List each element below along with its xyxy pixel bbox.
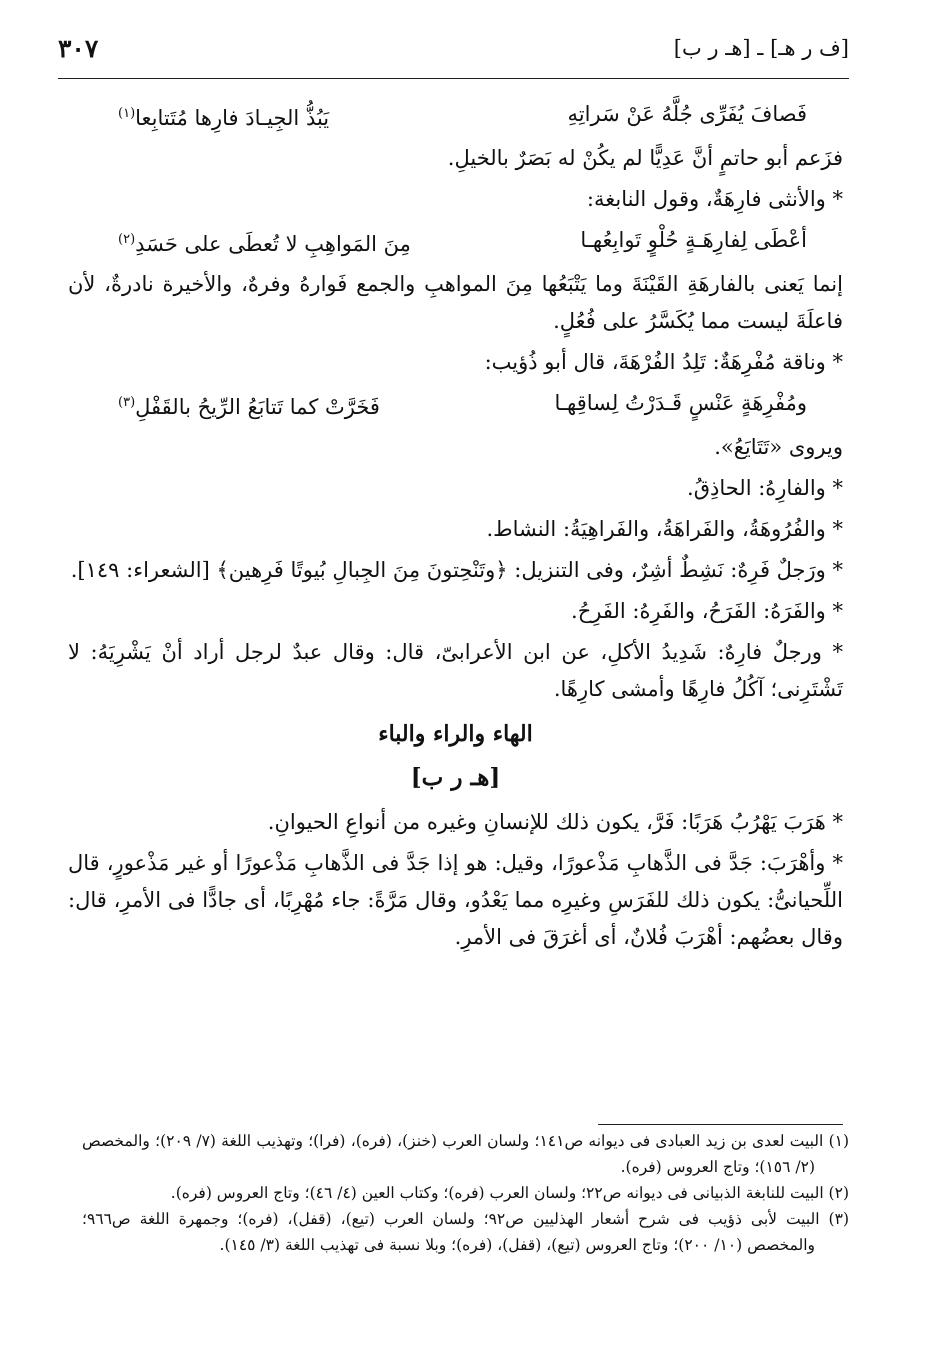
entry-rajul-farih-akl: * ورجلٌ فارِهٌ: شَدِيدُ الأكلِ، عن ابن الأعرابىّ، قال: وقال عبدٌ لرجل أراد أنْ يَشْرِيَهُ: لا تَشْتَرِنى؛ آكُلُ فارِهًا وأمشى كارِهًا.: [68, 640, 843, 701]
verse-1-second-text: يَبُذُّ الجِيـادَ فارِها مُتَتابِعا: [135, 106, 330, 130]
running-title: [ف ر هـ] ـ [هـ ر ب]: [673, 36, 849, 60]
paragraph-abu-hatim: فزَعم أبو حاتمٍ أنَّ عَدِيًّا لم يكُنْ له بَصَرٌ بالخيلِ.: [447, 146, 843, 170]
paragraph-qayna: إنما يَعنى بالفارهَةِ القَيْنَةَ وما يَتْبَعُها مِنَ المواهبِ والجمع فَوارهُ وفرهٌ، والأخيرة نادرةٌ، لأن فاعلَةَ ليست مما يُكَسَّرُ على فُعُلٍ.: [68, 272, 843, 333]
entry-farih: * والفارِهُ: الحاذِقُ.: [687, 476, 843, 500]
footnote-rule: [598, 1124, 843, 1125]
footnote-ref-1: (١): [118, 106, 136, 121]
verse-3-second-hemistich: [118, 383, 380, 427]
entry-fariha: * والأنثى فارِهَةٌ، وقول النابغة:: [586, 187, 843, 211]
footnote-2: (٢) البيت للنابغة الذبيانى فى ديوانه ص٢٢؛ ولسان العرب (فره)؛ وكتاب العين (٤/ ٤٦)؛ وتاج العروس (فره).: [170, 1184, 849, 1202]
verse-2-second-hemistich: [118, 220, 411, 264]
entry-furuha: * والفُرُوهَةُ، والفَراهَةُ، والفَراهِيَةُ: النشاط.: [486, 517, 843, 541]
verse-2: [68, 220, 843, 264]
main-text: [68, 92, 843, 958]
footnote-ref-2: (٢): [118, 232, 136, 247]
footnote-1: (١) البيت لعدى بن زيد العبادى فى ديوانه ص١٤١؛ ولسان العرب (خنز)، (فره)، (فرا)؛ وتهذيب اللغة (٧/ ٢٠٩)؛ والمخصص (٢/ ١٥٦)؛ وتاج العروس (فره).: [82, 1132, 850, 1176]
paragraph-variant: ويروى «تَتَايَعُ».: [714, 435, 843, 459]
page-number: ٣٠٧: [58, 34, 99, 63]
entry-mufriha: * وناقة مُفْرِهَةٌ: تَلِدُ الفُرْهَةَ، قال أبو ذُؤيب:: [484, 350, 843, 374]
entry-ahraba: * وأهْرَبَ: جَدَّ فى الذَّهابِ مَذْعورًا، وقيل: هو إذا جَدَّ فى الذَّهابِ مَذْعورًا أو غير مَذْعورٍ، قال اللِّحيانىُّ: يكون ذلك للفَرَسِ وغيرِه مما يَعْدُو، وقال مَرَّةً: جاء مُهْرِبًا، أى جادًّا فى الأمرِ، قال: وقال بعضُهم: أهْرَبَ فُلانٌ، أى أغرَقَ فى الأمرِ.: [68, 851, 843, 949]
verse-3-first-hemistich: ومُفْرِهَةٍ عَنْسٍ قَـدَرْتُ لِساقِهـا: [554, 391, 807, 415]
verse-3: [68, 383, 843, 427]
verse-1: [68, 94, 843, 138]
verse-1-first-hemistich: فَصافَ يُفَرِّى جُلَّهُ عَنْ سَراتِهِ: [567, 102, 807, 126]
section-title: الهاء والراء والباء: [378, 721, 533, 747]
header-rule: [58, 78, 849, 79]
footnote-3: (٣) البيت لأبى ذؤيب فى شرح أشعار الهذليين ص٩٢؛ ولسان العرب (تيع)، (قفل)، (فره)؛ وجمهرة اللغة ص٩٦٦؛ والمخصص (١٠/ ٢٠٠)؛ وتاج العروس (تيع)، (قفل)، (فره)؛ وبلا نسبة فى تهذيب اللغة (٣/ ١٤٥).: [82, 1210, 849, 1254]
root-heading: [هـ ر ب]: [410, 764, 501, 791]
entry-farah: * والفَرَهُ: الفَرَحُ، والفَرِهُ: الفَرِحُ.: [571, 599, 843, 623]
entry-haraba: * هَرَبَ يَهْرُبُ هَرَبًا: فَرَّ، يكون ذلك للإنسانِ وغيره من أنواعِ الحيوانِ.: [267, 810, 843, 834]
verse-2-second-text: مِنَ المَواهِبِ لا تُعطَى على حَسَدِ: [135, 232, 411, 256]
entry-rajul-farih: * ورَجلٌ فَرِهٌ: نَشِطٌ أشِرٌ، وفى التنزيل: ﴿وتَنْحِتونَ مِنَ الجِبالِ بُيوتًا فَرِهين﴾ [الشعراء: ١٤٩].: [70, 558, 843, 582]
running-head: [58, 34, 849, 74]
verse-2-first-hemistich: أعْطَى لِفارِهَـةٍ حُلْوٍ تَوابِعُهـا: [580, 228, 807, 252]
footnote-ref-3: (٣): [118, 395, 136, 410]
verse-1-second-hemistich: [118, 94, 329, 138]
verse-3-second-text: فَخَرَّتْ كما تَتابَعُ الرِّيحُ بالقَفْلِ: [135, 395, 380, 419]
footnotes: [82, 1128, 849, 1258]
